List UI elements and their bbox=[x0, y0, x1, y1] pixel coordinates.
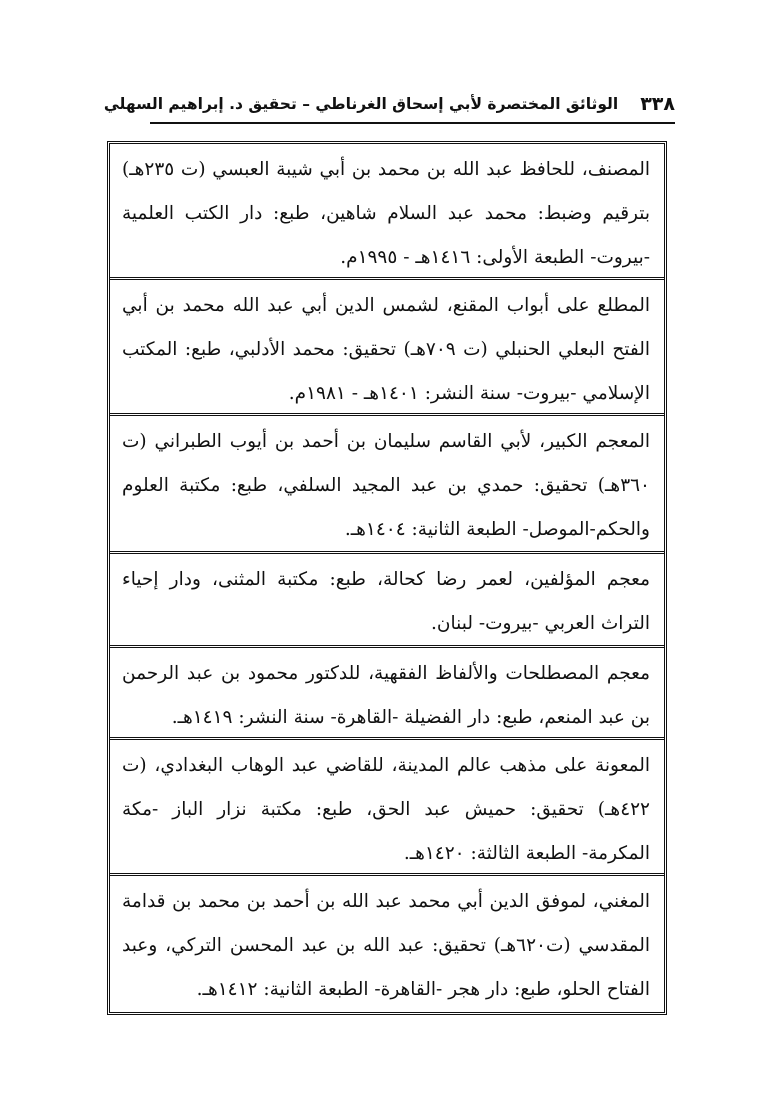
page-header bbox=[103, 86, 675, 124]
references-table bbox=[107, 141, 667, 1015]
reference-entry-mutla: المطلع على أبواب المقنع، لشمس الدين أبي عبد الله محمد بن أبي الفتح البعلي الحنبلي (ت ٧٠٩هـ) تحقيق: محمد الأدلبي، طبع: المكتب الإسلامي -بيروت- سنة النشر: ١٤٠١هـ - ١٩٨١م. bbox=[110, 280, 664, 416]
reference-entry-maouna: المعونة على مذهب عالم المدينة، للقاضي عبد الوهاب البغدادي، (ت ٤٢٢هـ) تحقيق: حميش عبد الحق، طبع: مكتبة نزار الباز -مكة المكرمة- الطبعة الثالثة: ١٤٢٠هـ. bbox=[110, 740, 664, 876]
reference-entry-mujam-muallifin: معجم المؤلفين، لعمر رضا كحالة، طبع: مكتبة المثنى، ودار إحياء التراث العربي -بيروت- لبنان. bbox=[110, 554, 664, 647]
page-number: ٣٣٨ bbox=[640, 93, 675, 115]
reference-entry-musannaf: المصنف، للحافظ عبد الله بن محمد بن أبي شيبة العبسي (ت ٢٣٥هـ) بترقيم وضبط: محمد عبد السلام شاهين، طبع: دار الكتب العلمية -بيروت- الطبعة الأولى: ١٤١٦هـ - ١٩٩٥م. bbox=[110, 144, 664, 280]
reference-entry-mughni: المغني، لموفق الدين أبي محمد عبد الله بن أحمد بن محمد بن قدامة المقدسي (ت٦٢٠هـ) تحقيق: عبد الله بن عبد المحسن التركي، وعبد الفتاح الحلو، طبع: دار هجر -القاهرة- الطبعة الثانية: ١٤١٢هـ. bbox=[122, 890, 650, 1000]
running-title: الوثائق المختصرة لأبي إسحاق الغرناطي – تحقيق د. إبراهيم السهلي bbox=[103, 95, 619, 113]
reference-entry-mujam-kabir: المعجم الكبير، لأبي القاسم سليمان بن أحمد بن أيوب الطبراني (ت ٣٦٠هـ) تحقيق: حمدي بن عبد المجيد السلفي، طبع: مكتبة العلوم والحكم-الموصل- الطبعة الثانية: ١٤٠٤هـ. bbox=[110, 416, 664, 554]
reference-entry-mujam-mustalahat: معجم المصطلحات والألفاظ الفقهية، للدكتور محمود بن عبد الرحمن بن عبد المنعم، طبع: دار الفضيلة -القاهرة- سنة النشر: ١٤١٩هـ. bbox=[110, 648, 664, 740]
